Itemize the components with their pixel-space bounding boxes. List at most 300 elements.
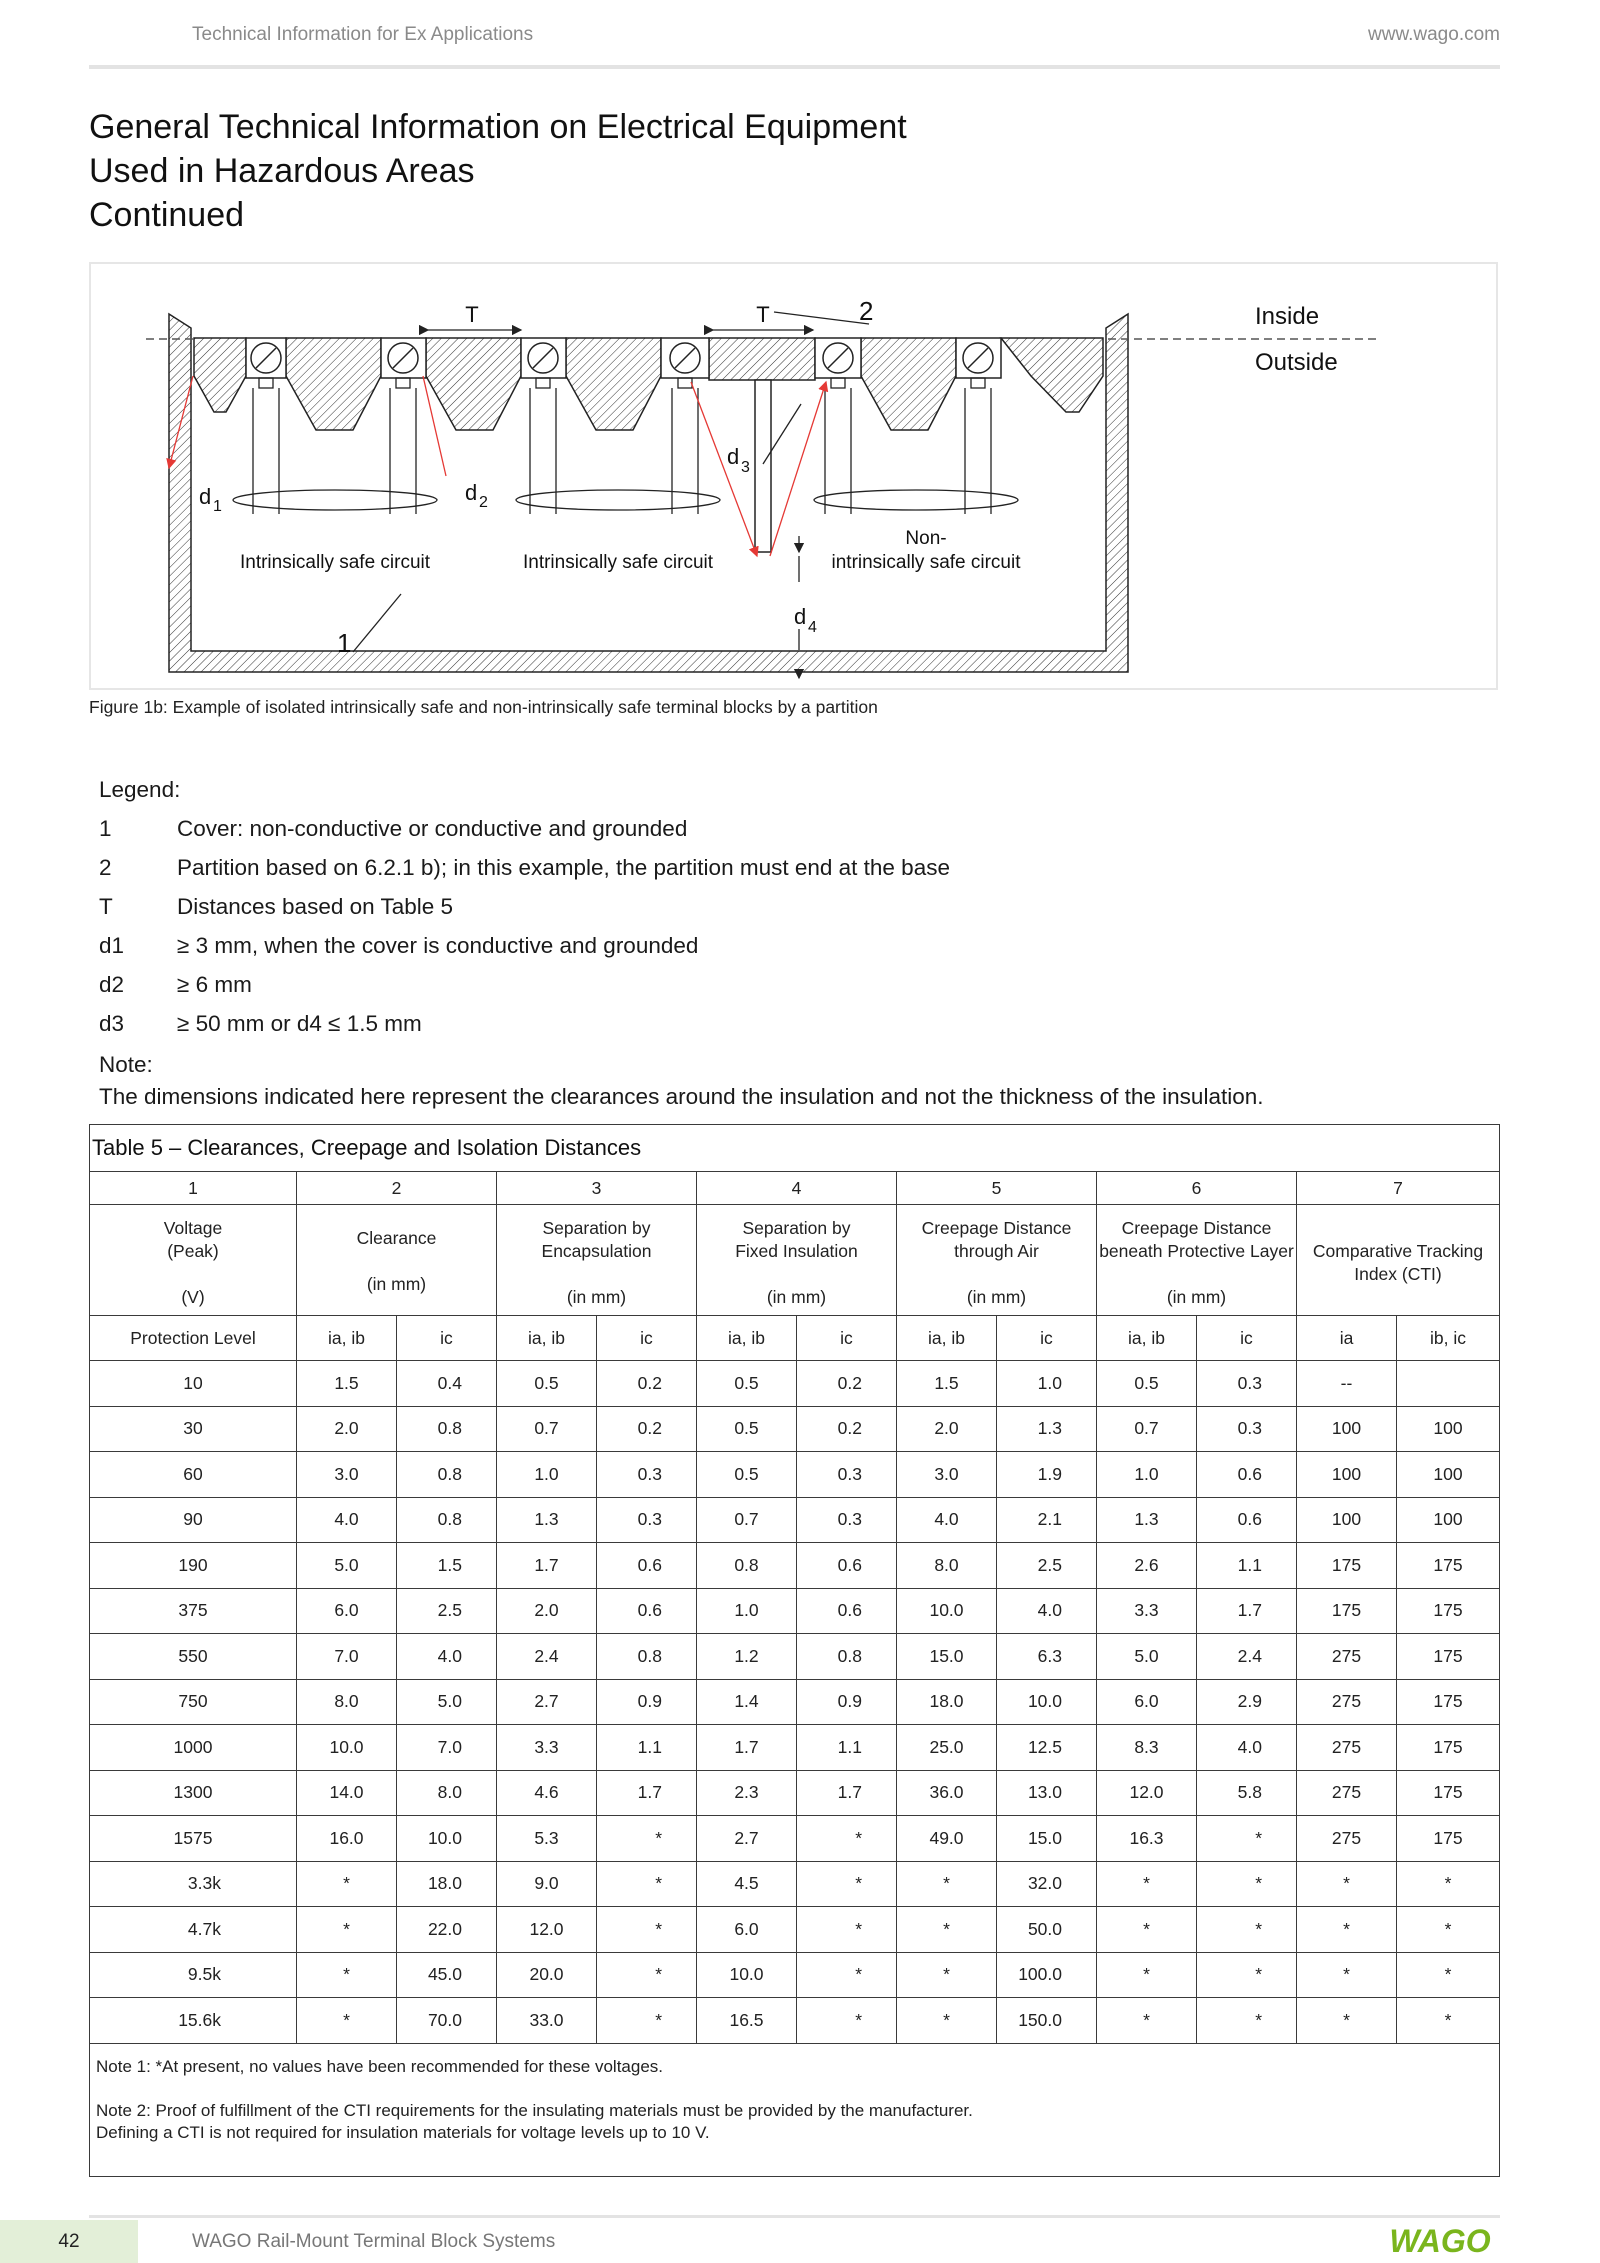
table-cell: 175 xyxy=(1397,1679,1500,1725)
legend-text: ≥ 6 mm xyxy=(177,972,252,997)
column-header xyxy=(1097,1205,1297,1316)
protection-level-cell: ia, ib xyxy=(1097,1316,1197,1361)
figure-caption: Figure 1b: Example of isolated intrinsically safe and non-intrinsically safe terminal blocks by a partition xyxy=(89,697,878,717)
table-cell: 25.0 xyxy=(897,1725,997,1771)
table-cell: 3.3k xyxy=(90,1861,297,1907)
table-cell: 0.7 xyxy=(697,1497,797,1543)
table-row xyxy=(90,1588,1500,1634)
table-cell: * xyxy=(1097,1952,1197,1998)
table-row xyxy=(90,1543,1500,1589)
table-cell: 0.6 xyxy=(597,1543,697,1589)
table-cell: 100 xyxy=(1397,1497,1500,1543)
table-cell: 4.0 xyxy=(297,1497,397,1543)
table-cell: * xyxy=(1297,1861,1397,1907)
table-cell: 16.3 xyxy=(1097,1816,1197,1862)
table-cell: * xyxy=(1097,1861,1197,1907)
table-cell: 0.9 xyxy=(797,1679,897,1725)
table-caption: Table 5 – Clearances, Creepage and Isolation Distances xyxy=(90,1125,1500,1172)
protection-level-cell: ib, ic xyxy=(1397,1316,1500,1361)
table-cell: 1.0 xyxy=(997,1361,1097,1407)
table-cell: * xyxy=(1197,1952,1297,1998)
table-cell: 1.1 xyxy=(797,1725,897,1771)
table-cell: 10 xyxy=(90,1361,297,1407)
column-header xyxy=(90,1205,297,1316)
table-cell: 175 xyxy=(1397,1770,1500,1816)
column-header xyxy=(1297,1205,1500,1316)
table-cell: 2.0 xyxy=(297,1406,397,1452)
table-cell: 8.0 xyxy=(897,1543,997,1589)
table-cell: 0.3 xyxy=(597,1497,697,1543)
table-cell: 6.0 xyxy=(297,1588,397,1634)
column-header-unit: (in mm) xyxy=(766,1287,827,1307)
table-cell: 10.0 xyxy=(297,1725,397,1771)
column-header-unit: (in mm) xyxy=(1166,1287,1227,1307)
protection-level-cell: ic xyxy=(597,1316,697,1361)
table-cell: 90 xyxy=(90,1497,297,1543)
table-cell: 175 xyxy=(1397,1543,1500,1589)
legend-item xyxy=(99,887,1264,926)
table-cell: 1.5 xyxy=(897,1361,997,1407)
table-cell: 2.7 xyxy=(497,1679,597,1725)
table-row xyxy=(90,1361,1500,1407)
table-cell: 50.0 xyxy=(997,1907,1097,1953)
table-cell: 0.8 xyxy=(397,1406,497,1452)
table-5 xyxy=(89,1124,1500,2177)
table-cell: * xyxy=(1197,1998,1297,2044)
table-cell: 10.0 xyxy=(397,1816,497,1862)
table-cell: 4.7k xyxy=(90,1907,297,1953)
table-cell: 0.6 xyxy=(597,1588,697,1634)
table-cell: 0.3 xyxy=(797,1452,897,1498)
table-cell: * xyxy=(297,1907,397,1953)
label-d3-sub: 3 xyxy=(741,459,750,476)
table-cell: 1300 xyxy=(90,1770,297,1816)
table-cell: 4.5 xyxy=(697,1861,797,1907)
table-cell: 2.3 xyxy=(697,1770,797,1816)
table-cell: 0.8 xyxy=(697,1543,797,1589)
column-header-unit: (in mm) xyxy=(366,1274,427,1294)
table-cell: 750 xyxy=(90,1679,297,1725)
label-inside: Inside xyxy=(1255,303,1320,330)
label-t-left: T xyxy=(465,302,479,327)
table-cell: 9.0 xyxy=(497,1861,597,1907)
table-cell: 0.4 xyxy=(397,1361,497,1407)
table-cell: 1.3 xyxy=(497,1497,597,1543)
table-cell: -- xyxy=(1297,1361,1397,1407)
table-cell: 8.0 xyxy=(397,1770,497,1816)
label-cover-number: 1 xyxy=(337,628,352,658)
table-cell: 0.6 xyxy=(1197,1497,1297,1543)
table-cell: 45.0 xyxy=(397,1952,497,1998)
table-cell: 0.8 xyxy=(597,1634,697,1680)
table-cell: * xyxy=(297,1998,397,2044)
table-cell: 2.7 xyxy=(697,1816,797,1862)
table-cell: 5.0 xyxy=(397,1679,497,1725)
table-cell: 100 xyxy=(1297,1406,1397,1452)
table-cell: 14.0 xyxy=(297,1770,397,1816)
protection-level-cell: ic xyxy=(397,1316,497,1361)
table-row xyxy=(90,1452,1500,1498)
table-cell: 375 xyxy=(90,1588,297,1634)
footer-divider xyxy=(89,2215,1500,2218)
table-cell: 1.1 xyxy=(597,1725,697,1771)
table-cell: * xyxy=(797,1952,897,1998)
table-cell: 33.0 xyxy=(497,1998,597,2044)
column-header xyxy=(897,1205,1097,1316)
table-cell: 0.5 xyxy=(697,1406,797,1452)
legend-key: T xyxy=(99,894,113,919)
table-cell: * xyxy=(1297,1998,1397,2044)
table-cell: 0.6 xyxy=(797,1588,897,1634)
table-cell: * xyxy=(1097,1907,1197,1953)
table-cell: * xyxy=(1197,1907,1297,1953)
column-header-title: Clearance xyxy=(356,1228,437,1248)
table-cell: 0.2 xyxy=(797,1361,897,1407)
table-cell: 1.1 xyxy=(1197,1543,1297,1589)
legend-note-text: The dimensions indicated here represent the clearances around the insulation and not the thickness of the insulation. xyxy=(99,1084,1264,1109)
table-cell: 22.0 xyxy=(397,1907,497,1953)
table-cell: 7.0 xyxy=(297,1634,397,1680)
legend-text: Distances based on Table 5 xyxy=(177,894,454,919)
label-d4: d xyxy=(794,604,807,629)
column-header-unit: (V) xyxy=(181,1287,205,1307)
page-title-line1: General Technical Information on Electrical Equipment xyxy=(89,108,907,146)
table-cell: 0.5 xyxy=(1097,1361,1197,1407)
table-cell: 2.0 xyxy=(897,1406,997,1452)
table-cell: 15.6k xyxy=(90,1998,297,2044)
column-header xyxy=(697,1205,897,1316)
legend-note xyxy=(99,1049,1264,1113)
table-cell: 4.0 xyxy=(397,1634,497,1680)
table-cell: 1.0 xyxy=(697,1588,797,1634)
table-cell: 175 xyxy=(1297,1543,1397,1589)
column-header-title: Creepage Distance through Air xyxy=(921,1218,1072,1261)
column-header-title: Voltage (Peak) xyxy=(163,1218,223,1261)
legend-key: 1 xyxy=(99,816,112,841)
table-cell: 0.8 xyxy=(397,1452,497,1498)
table-cell: 2.4 xyxy=(497,1634,597,1680)
table-data xyxy=(90,1361,1500,2044)
table-cell: * xyxy=(297,1861,397,1907)
table-cell: 1.0 xyxy=(497,1452,597,1498)
column-header-title: Comparative Tracking Index (CTI) xyxy=(1312,1241,1484,1284)
table-cell: 100 xyxy=(1297,1497,1397,1543)
figure-1b xyxy=(89,262,1498,690)
legend-key: d1 xyxy=(99,933,125,958)
table-cell: 2.5 xyxy=(397,1588,497,1634)
table-note-2-line1: Note 2: Proof of fulfillment of the CTI requirements for the insulating materials must be provided by the manufacturer. xyxy=(96,2100,973,2120)
table-cell: 0.7 xyxy=(497,1406,597,1452)
label-circuit-3-line2: intrinsically safe circuit xyxy=(831,552,1021,573)
column-header-title: Separation by Encapsulation xyxy=(541,1218,652,1261)
table-cell: 32.0 xyxy=(997,1861,1097,1907)
table-cell: 2.9 xyxy=(1197,1679,1297,1725)
protection-level-row xyxy=(90,1316,1500,1361)
table-cell: 0.7 xyxy=(1097,1406,1197,1452)
header-section-title: Technical Information for Ex Applications xyxy=(192,24,534,45)
table-cell: 2.0 xyxy=(497,1588,597,1634)
table-cell: 36.0 xyxy=(897,1770,997,1816)
table-row xyxy=(90,1816,1500,1862)
table-cell: * xyxy=(597,1952,697,1998)
table-cell: 12.5 xyxy=(997,1725,1097,1771)
table-cell: 100 xyxy=(1397,1452,1500,1498)
table-cell: 100.0 xyxy=(997,1952,1097,1998)
table-cell: * xyxy=(1097,1998,1197,2044)
table-cell: * xyxy=(797,1816,897,1862)
table-row xyxy=(90,1998,1500,2044)
table-cell: 1.5 xyxy=(397,1543,497,1589)
table-cell: * xyxy=(897,1861,997,1907)
table-cell: * xyxy=(297,1952,397,1998)
table-cell: 100 xyxy=(1397,1406,1500,1452)
table-cell: 1000 xyxy=(90,1725,297,1771)
header-website-link[interactable]: www.wago.com xyxy=(1368,24,1500,45)
column-header-row xyxy=(90,1205,1500,1316)
page-title xyxy=(89,105,907,237)
table-cell: * xyxy=(1397,1861,1500,1907)
protection-level-cell: ia xyxy=(1297,1316,1397,1361)
wago-logo-text: WAGO xyxy=(1389,2224,1491,2258)
label-d2-sub: 2 xyxy=(479,494,488,511)
table-cell: * xyxy=(1197,1861,1297,1907)
table-cell: 13.0 xyxy=(997,1770,1097,1816)
table-cell: 5.0 xyxy=(297,1543,397,1589)
table-cell: 275 xyxy=(1297,1634,1397,1680)
label-d4-sub: 4 xyxy=(808,619,817,636)
wago-logo xyxy=(1380,2224,1500,2258)
table-cell: 12.0 xyxy=(497,1907,597,1953)
table-cell: 550 xyxy=(90,1634,297,1680)
table-cell: 8.0 xyxy=(297,1679,397,1725)
table-cell: * xyxy=(597,1861,697,1907)
table-cell: 15.0 xyxy=(897,1634,997,1680)
table-cell: 60 xyxy=(90,1452,297,1498)
table-cell: * xyxy=(897,1907,997,1953)
table-row xyxy=(90,1634,1500,1680)
table-row xyxy=(90,1770,1500,1816)
table-cell: 0.5 xyxy=(697,1361,797,1407)
label-circuit-2: Intrinsically safe circuit xyxy=(522,552,714,573)
label-circuit-3-line1: Non- xyxy=(905,528,947,549)
table-row xyxy=(90,1497,1500,1543)
table-cell: 3.3 xyxy=(1097,1588,1197,1634)
page-number: 42 xyxy=(0,2220,138,2263)
table-row xyxy=(90,1679,1500,1725)
table-cell: * xyxy=(1397,1907,1500,1953)
table-cell: 3.3 xyxy=(497,1725,597,1771)
label-t-right: T xyxy=(756,302,770,327)
legend-key: d3 xyxy=(99,1011,125,1036)
table-cell: 15.0 xyxy=(997,1816,1097,1862)
table-cell: 3.0 xyxy=(897,1452,997,1498)
legend-key: 2 xyxy=(99,855,112,880)
table-cell: 10.0 xyxy=(697,1952,797,1998)
table-cell: 3.0 xyxy=(297,1452,397,1498)
table-cell: 1.5 xyxy=(297,1361,397,1407)
legend-item xyxy=(99,848,1264,887)
table-cell: 1.9 xyxy=(997,1452,1097,1498)
legend-text: Partition based on 6.2.1 b); in this example, the partition must end at the base xyxy=(177,855,950,880)
table-cell: 0.2 xyxy=(597,1406,697,1452)
table-cell: * xyxy=(1397,1952,1500,1998)
table-cell: 20.0 xyxy=(497,1952,597,1998)
protection-level-cell: ia, ib xyxy=(897,1316,997,1361)
table-cell: 12.0 xyxy=(1097,1770,1197,1816)
table-cell: 175 xyxy=(1397,1588,1500,1634)
table-cell: 9.5k xyxy=(90,1952,297,1998)
table-cell: * xyxy=(1397,1998,1500,2044)
table-cell: 275 xyxy=(1297,1816,1397,1862)
table-cell: 1.3 xyxy=(997,1406,1097,1452)
table-note-1: Note 1: *At present, no values have been recommended for these voltages. xyxy=(96,2056,664,2076)
legend-note-label: Note: xyxy=(99,1052,153,1077)
table-cell: 4.6 xyxy=(497,1770,597,1816)
table-cell: * xyxy=(797,1907,897,1953)
label-circuit-1: Intrinsically safe circuit xyxy=(239,552,431,573)
column-number: 4 xyxy=(697,1172,897,1205)
table-cell: 175 xyxy=(1297,1588,1397,1634)
table-cell: 70.0 xyxy=(397,1998,497,2044)
table-cell: 1.7 xyxy=(697,1725,797,1771)
table-cell: 0.8 xyxy=(397,1497,497,1543)
table-cell: * xyxy=(1197,1816,1297,1862)
footer-title: WAGO Rail-Mount Terminal Block Systems xyxy=(192,2231,556,2252)
table-cell: * xyxy=(897,1998,997,2044)
table-cell: * xyxy=(597,1907,697,1953)
table-cell: 0.5 xyxy=(497,1361,597,1407)
table-cell: 6.3 xyxy=(997,1634,1097,1680)
table-cell: 1.4 xyxy=(697,1679,797,1725)
table-row xyxy=(90,1907,1500,1953)
table-cell: 1.0 xyxy=(1097,1452,1197,1498)
table-cell: 5.0 xyxy=(1097,1634,1197,1680)
table-cell: 0.3 xyxy=(797,1497,897,1543)
table-cell: 4.0 xyxy=(1197,1725,1297,1771)
table-cell: 0.6 xyxy=(1197,1452,1297,1498)
table-cell: 0.2 xyxy=(597,1361,697,1407)
table-cell: 4.0 xyxy=(897,1497,997,1543)
table-cell: 0.5 xyxy=(697,1452,797,1498)
protection-level-cell: Protection Level xyxy=(90,1316,297,1361)
legend-title: Legend: xyxy=(99,777,181,802)
page-title-continued: Continued xyxy=(89,196,245,234)
table-cell: 5.8 xyxy=(1197,1770,1297,1816)
table-cell: 6.0 xyxy=(1097,1679,1197,1725)
table-cell: 175 xyxy=(1397,1725,1500,1771)
legend-item xyxy=(99,1004,1264,1043)
protection-level-cell: ia, ib xyxy=(297,1316,397,1361)
table-cell: 100 xyxy=(1297,1452,1397,1498)
column-number-row xyxy=(90,1172,1500,1205)
table-cell: * xyxy=(797,1998,897,2044)
table-notes xyxy=(90,2043,1500,2176)
protection-level-cell: ia, ib xyxy=(697,1316,797,1361)
column-header-title: Separation by Fixed Insulation xyxy=(735,1218,858,1261)
table-cell: 6.0 xyxy=(697,1907,797,1953)
table-cell: 18.0 xyxy=(397,1861,497,1907)
table-cell: 275 xyxy=(1297,1725,1397,1771)
table-cell: 1.3 xyxy=(1097,1497,1197,1543)
column-number: 1 xyxy=(90,1172,297,1205)
column-number: 2 xyxy=(297,1172,497,1205)
legend-key: d2 xyxy=(99,972,125,997)
column-number: 6 xyxy=(1097,1172,1297,1205)
column-header-unit: (in mm) xyxy=(566,1287,627,1307)
table-cell: 275 xyxy=(1297,1679,1397,1725)
legend-text: Cover: non-conductive or conductive and grounded xyxy=(177,816,688,841)
table-cell: 18.0 xyxy=(897,1679,997,1725)
table-cell: 175 xyxy=(1397,1634,1500,1680)
table-cell: 0.2 xyxy=(797,1406,897,1452)
label-d1: d xyxy=(199,484,212,509)
legend-item xyxy=(99,965,1264,1004)
table-cell: 1.2 xyxy=(697,1634,797,1680)
column-header xyxy=(297,1205,497,1316)
table-cell: 10.0 xyxy=(897,1588,997,1634)
label-d1-sub: 1 xyxy=(213,498,222,515)
protection-level-cell: ic xyxy=(797,1316,897,1361)
column-header xyxy=(497,1205,697,1316)
table-row xyxy=(90,1861,1500,1907)
table-cell: 175 xyxy=(1397,1816,1500,1862)
table-cell: 16.5 xyxy=(697,1998,797,2044)
table-cell: 0.9 xyxy=(597,1679,697,1725)
table-cell: 2.4 xyxy=(1197,1634,1297,1680)
column-header-unit: (in mm) xyxy=(966,1287,1027,1307)
table-cell: * xyxy=(797,1861,897,1907)
table-body xyxy=(90,1125,1500,1361)
table-note-2-line2: Defining a CTI is not required for insulation materials for voltage levels up to 10 V. xyxy=(96,2122,710,2142)
partition xyxy=(755,380,771,552)
table-cell: 150.0 xyxy=(997,1998,1097,2044)
table-cell: * xyxy=(597,1998,697,2044)
table-cell: 2.5 xyxy=(997,1543,1097,1589)
table-cell: 1.7 xyxy=(497,1543,597,1589)
legend-item xyxy=(99,926,1264,965)
table-cell: 8.3 xyxy=(1097,1725,1197,1771)
table-cell: 16.0 xyxy=(297,1816,397,1862)
protection-level-cell: ic xyxy=(997,1316,1097,1361)
label-d3: d xyxy=(727,444,740,469)
table-cell: 2.1 xyxy=(997,1497,1097,1543)
table-cell: 1.7 xyxy=(1197,1588,1297,1634)
table-cell: * xyxy=(1297,1907,1397,1953)
legend-text: ≥ 3 mm, when the cover is conductive and grounded xyxy=(177,933,699,958)
protection-level-cell: ic xyxy=(1197,1316,1297,1361)
table-cell: * xyxy=(597,1816,697,1862)
column-number: 3 xyxy=(497,1172,697,1205)
header-divider xyxy=(89,65,1500,69)
table-cell: 1.7 xyxy=(797,1770,897,1816)
table-cell xyxy=(1397,1361,1500,1407)
column-number: 7 xyxy=(1297,1172,1500,1205)
table-cell: 1575 xyxy=(90,1816,297,1862)
table-cell: 7.0 xyxy=(397,1725,497,1771)
table-cell: 275 xyxy=(1297,1770,1397,1816)
label-partition-number: 2 xyxy=(859,296,874,326)
table-cell: 1.7 xyxy=(597,1770,697,1816)
table-row xyxy=(90,1952,1500,1998)
table-row xyxy=(90,1725,1500,1771)
legend-item xyxy=(99,809,1264,848)
table-cell: 49.0 xyxy=(897,1816,997,1862)
table-cell: * xyxy=(897,1952,997,1998)
column-number: 5 xyxy=(897,1172,1097,1205)
page-title-line2: Used in Hazardous Areas xyxy=(89,152,475,190)
table-cell: 0.6 xyxy=(797,1543,897,1589)
protection-level-cell: ia, ib xyxy=(497,1316,597,1361)
